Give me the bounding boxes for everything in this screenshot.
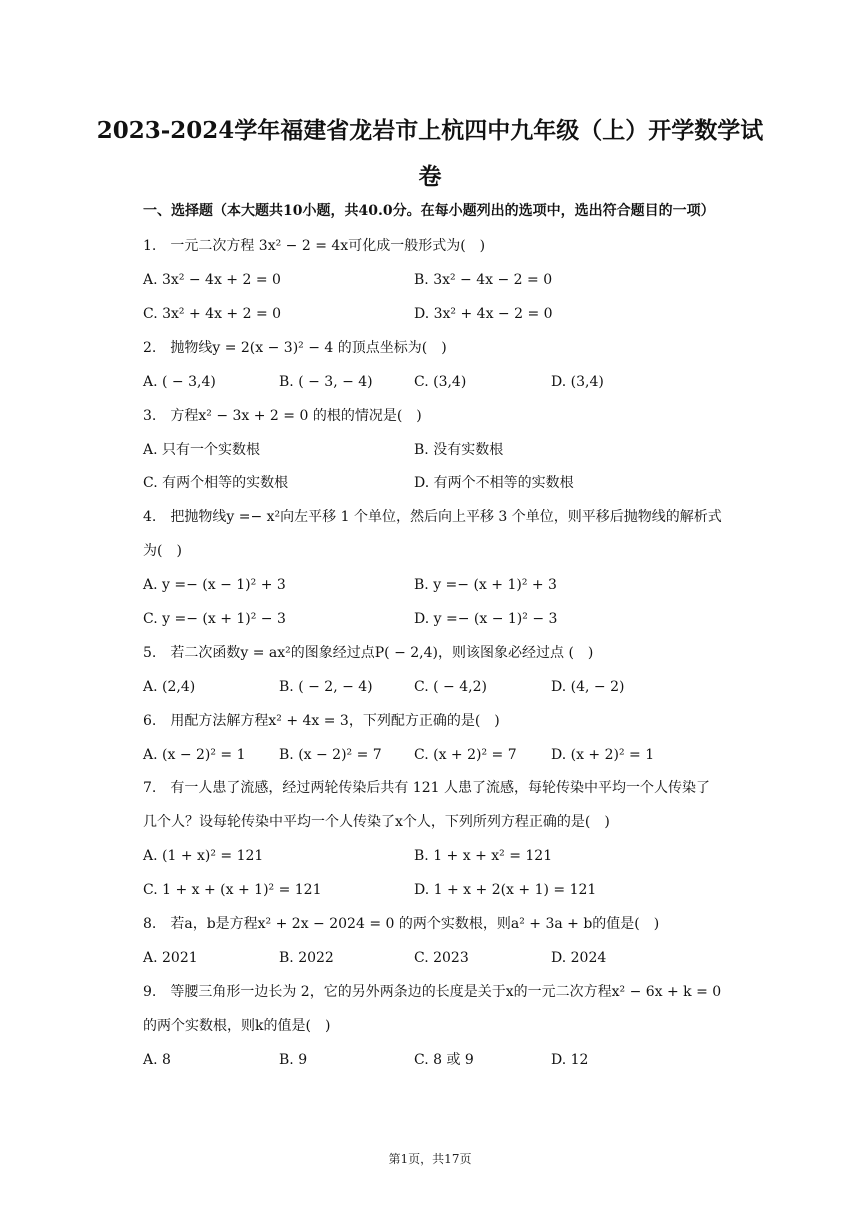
page-title — [90, 108, 770, 200]
question-2-option-b: B. ( − 3, − 4) — [279, 374, 373, 390]
question-6-stem: 6. 用配方法解方程x² + 4x = 3，下列配方正确的是( ) — [143, 713, 500, 729]
question-8-option-a: A. 2021 — [143, 950, 198, 966]
page-footer: 第1页，共17页 — [388, 1152, 472, 1166]
question-5-option-c: C. ( − 4,2) — [414, 679, 487, 695]
question-3-option-c: C. 有两个相等的实数根 — [143, 475, 289, 491]
question-4-option-c: C. y =− (x + 1)² − 3 — [143, 611, 286, 627]
question-4-stem-continued: 为( ) — [143, 543, 182, 559]
question-8-option-c: C. 2023 — [414, 950, 469, 966]
question-7-stem: 7. 有一人患了流感，经过两轮传染后共有 121 人患了流感，每轮传染中平均一个人传染了 — [143, 780, 710, 796]
question-6-option-d: D. (x + 2)² = 1 — [551, 747, 655, 763]
question-4-stem: 4. 把抛物线y =− x²向左平移 1 个单位，然后向上平移 3 个单位，则平移后抛物线的解析式 — [143, 509, 722, 525]
question-9-option-a: A. 8 — [143, 1052, 171, 1068]
question-3-option-b: B. 没有实数根 — [414, 442, 504, 458]
question-9-option-b: B. 9 — [279, 1052, 308, 1068]
question-1-stem: 1. 一元二次方程 3x² − 2 = 4x可化成一般形式为( ) — [143, 238, 486, 254]
question-7-stem-continued: 几个人？设每轮传染中平均一个人传染了x个人，下列所列方程正确的是( ) — [143, 814, 610, 830]
question-9-stem-continued: 的两个实数根，则k的值是( ) — [143, 1018, 331, 1034]
question-4-option-b: B. y =− (x + 1)² + 3 — [414, 577, 557, 593]
question-3-option-a: A. 只有一个实数根 — [143, 442, 261, 458]
question-3-stem: 3. 方程x² − 3x + 2 = 0 的根的情况是( ) — [143, 408, 422, 424]
question-1-option-a: A. 3x² − 4x + 2 = 0 — [143, 272, 281, 288]
question-8-stem: 8. 若a，b是方程x² + 2x − 2024 = 0 的两个实数根，则a² + 3a + b的值是( ) — [143, 916, 660, 932]
question-4-option-d: D. y =− (x − 1)² − 3 — [414, 611, 558, 627]
question-1-option-c: C. 3x² + 4x + 2 = 0 — [143, 306, 282, 322]
question-7-option-c: C. 1 + x + (x + 1)² = 121 — [143, 882, 322, 898]
question-2-option-d: D. (3,4) — [551, 374, 604, 390]
question-8-option-b: B. 2022 — [279, 950, 334, 966]
question-7-option-b: B. 1 + x + x² = 121 — [414, 848, 553, 864]
question-2-option-c: C. (3,4) — [414, 374, 467, 390]
question-5-stem: 5. 若二次函数y = ax²的图象经过点P( − 2,4)，则该图象必经过点 ( ) — [143, 645, 594, 661]
question-7-option-d: D. 1 + x + 2(x + 1) = 121 — [414, 882, 597, 898]
question-4-option-a: A. y =− (x − 1)² + 3 — [143, 577, 286, 593]
question-9-stem: 9. 等腰三角形一边长为 2，它的另外两条边的长度是关于x的一元二次方程x² − 6x + k = 0 — [143, 984, 722, 1000]
question-2-stem: 2. 抛物线y = 2(x − 3)² − 4 的顶点坐标为( ) — [143, 340, 447, 356]
question-9-option-d: D. 12 — [551, 1052, 589, 1068]
question-7-option-a: A. (1 + x)² = 121 — [143, 848, 264, 864]
question-2-option-a: A. ( − 3,4) — [143, 374, 216, 390]
page-title-line-2: 卷 — [418, 163, 442, 190]
question-6-option-a: A. (x − 2)² = 1 — [143, 747, 246, 763]
question-8-option-d: D. 2024 — [551, 950, 607, 966]
question-9-option-c: C. 8 或 9 — [414, 1052, 474, 1068]
question-3-option-d: D. 有两个不相等的实数根 — [414, 475, 574, 491]
section-heading: 一、选择题（本大题共10小题，共40.0分。在每小题列出的选项中，选出符合题目的一项） — [143, 203, 715, 219]
question-6-option-c: C. (x + 2)² = 7 — [414, 747, 517, 763]
question-1-option-d: D. 3x² + 4x − 2 = 0 — [414, 306, 553, 322]
question-1-option-b: B. 3x² − 4x − 2 = 0 — [414, 272, 553, 288]
question-6-option-b: B. (x − 2)² = 7 — [279, 747, 382, 763]
question-5-option-d: D. (4, − 2) — [551, 679, 625, 695]
question-5-option-b: B. ( − 2, − 4) — [279, 679, 373, 695]
page-title-line-1: 2023-2024学年福建省龙岩市上杭四中九年级（上）开学数学试 — [96, 117, 764, 144]
question-5-option-a: A. (2,4) — [143, 679, 196, 695]
